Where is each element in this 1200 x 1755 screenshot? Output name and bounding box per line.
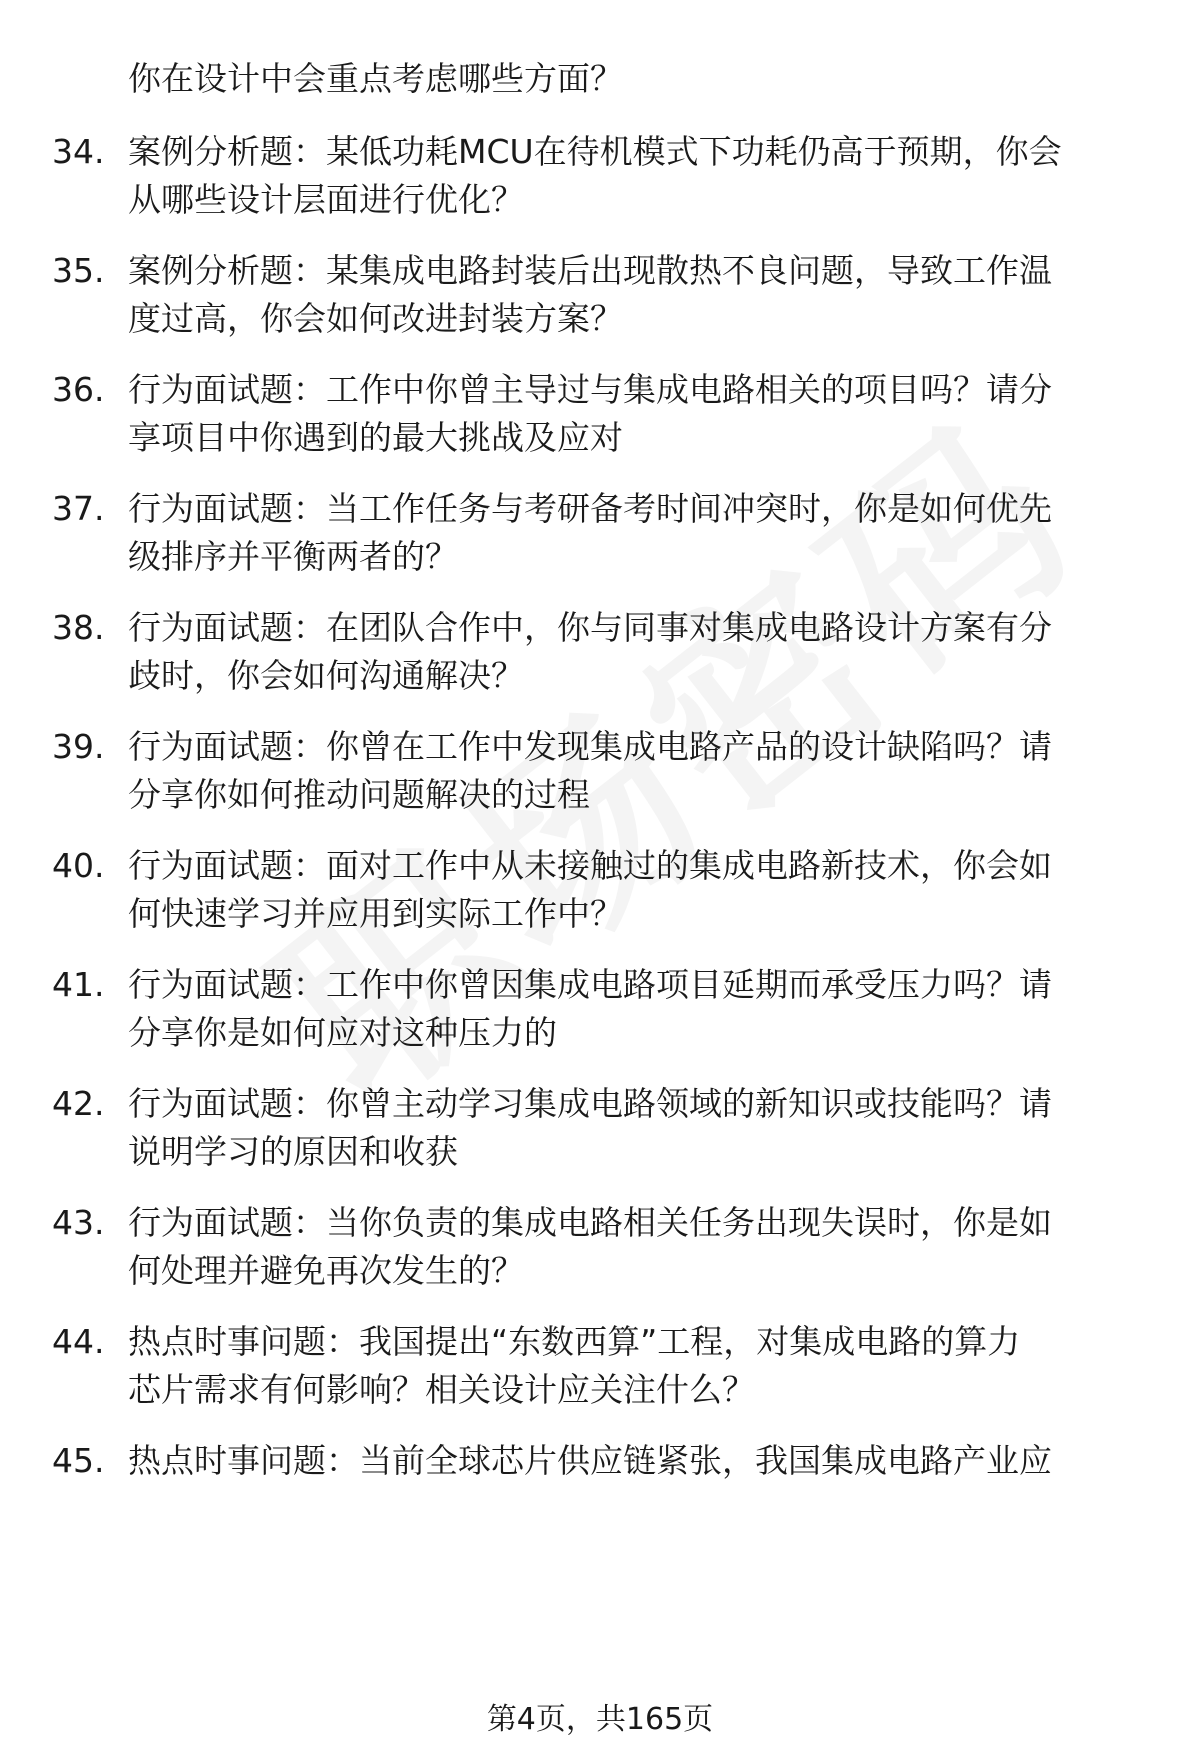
question-text-line: 歧时，你会如何沟通解决？	[128, 656, 524, 695]
question-number: 40.	[52, 846, 105, 885]
question-text-line: 行为面试题：工作中你曾主导过与集成电路相关的项目吗？请分	[128, 370, 1052, 409]
question-text-line: 行为面试题：你曾主动学习集成电路领域的新知识或技能吗？请	[128, 1084, 1052, 1123]
question-text-line: 热点时事问题：当前全球芯片供应链紧张，我国集成电路产业应	[128, 1441, 1052, 1480]
question-number: 37.	[52, 489, 105, 528]
question-text-line: 度过高，你会如何改进封装方案？	[128, 299, 623, 338]
question-text-line: 行为面试题：工作中你曾因集成电路项目延期而承受压力吗？请	[128, 965, 1052, 1004]
question-number: 38.	[52, 608, 105, 647]
question-text-line: 行为面试题：你曾在工作中发现集成电路产品的设计缺陷吗？请	[128, 727, 1052, 766]
question-text-line: 行为面试题：在团队合作中，你与同事对集成电路设计方案有分	[128, 608, 1052, 647]
question-text-line: 分享你是如何应对这种压力的	[128, 1013, 557, 1052]
question-number: 42.	[52, 1084, 105, 1123]
question-text-line: 何处理并避免再次发生的？	[128, 1251, 524, 1290]
question-number: 35.	[52, 251, 105, 290]
question-text-line: 案例分析题：某集成电路封装后出现散热不良问题，导致工作温	[128, 251, 1052, 290]
question-text-line: 芯片需求有何影响？相关设计应关注什么？	[128, 1370, 755, 1409]
question-text-line: 行为面试题：当工作任务与考研备考时间冲突时，你是如何优先	[128, 489, 1052, 528]
question-number: 41.	[52, 965, 105, 1004]
question-text-line: 级排序并平衡两者的？	[128, 537, 458, 576]
question-number: 45.	[52, 1441, 105, 1480]
page-footer: 第4页，共165页	[486, 1702, 714, 1737]
question-number: 43.	[52, 1203, 105, 1242]
question-text-line: 说明学习的原因和收获	[128, 1132, 458, 1171]
question-text-line: 何快速学习并应用到实际工作中？	[128, 894, 623, 933]
question-text-line: 从哪些设计层面进行优化？	[128, 180, 524, 219]
question-number: 34.	[52, 132, 105, 171]
question-number: 36.	[52, 370, 105, 409]
question-text-line: 分享你如何推动问题解决的过程	[128, 775, 590, 814]
question-text-line: 热点时事问题：我国提出“东数西算”工程，对集成电路的算力	[128, 1322, 1021, 1361]
question-text-line: 你在设计中会重点考虑哪些方面？	[128, 59, 623, 98]
question-number: 44.	[52, 1322, 105, 1361]
question-number: 39.	[52, 727, 105, 766]
question-text-line: 案例分析题：某低功耗MCU在待机模式下功耗仍高于预期，你会	[128, 132, 1062, 171]
question-text-line: 行为面试题：当你负责的集成电路相关任务出现失误时，你是如	[128, 1203, 1052, 1242]
question-text-line: 行为面试题：面对工作中从未接触过的集成电路新技术，你会如	[128, 846, 1052, 885]
question-text-line: 享项目中你遇到的最大挑战及应对	[128, 418, 623, 457]
